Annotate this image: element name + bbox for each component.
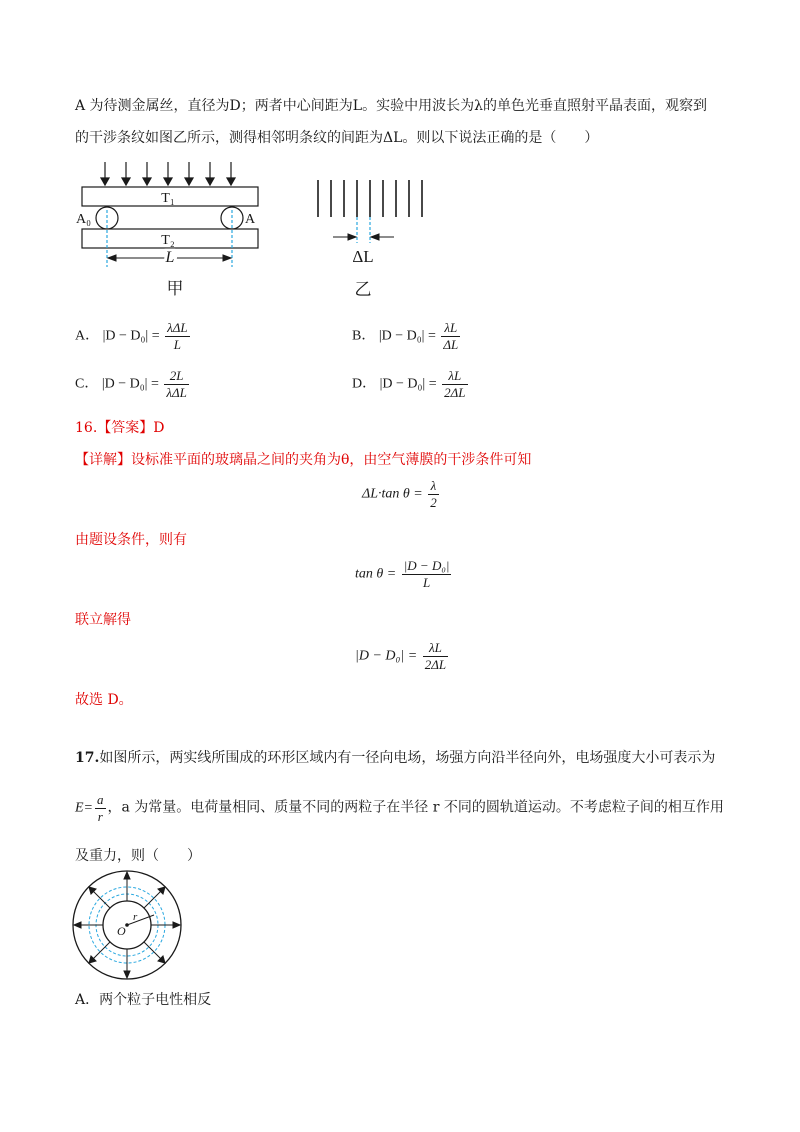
eq-lhs: tan θ = — [355, 566, 397, 582]
q17-number: 17. — [75, 750, 100, 766]
q16-solve: 联立解得 — [75, 612, 131, 628]
figure-q17 — [70, 868, 185, 983]
eq-den: 2ΔL — [424, 657, 447, 672]
option-label: A． — [75, 328, 100, 344]
label-a: A — [245, 212, 256, 227]
e-den: r — [97, 809, 103, 824]
figure-yi — [305, 175, 435, 300]
label-l: L — [165, 249, 175, 266]
label-a0: A₀ — [76, 212, 91, 227]
option-den: L — [173, 337, 181, 352]
figure-jia — [70, 160, 270, 300]
eq-num: λL — [423, 640, 448, 657]
label-t1: T₁ — [161, 191, 175, 206]
equation-1 — [362, 478, 441, 511]
eq-num: |D − D₀| — [403, 558, 450, 573]
equation-2 — [355, 558, 453, 591]
eq-num: λ — [428, 478, 439, 495]
option-a[interactable] — [75, 320, 192, 353]
option-lhs: |D − D₀| = — [101, 376, 159, 392]
eq-lhs: ΔL·tan θ = — [362, 486, 423, 502]
label-dl: ΔL — [352, 247, 374, 266]
option-num: 2L — [164, 368, 189, 385]
option-c[interactable] — [75, 368, 191, 401]
option-label: B． — [352, 328, 376, 344]
q17-line-2-text: ，a 为常量。电荷量相同、质量不同的两粒子在半径 r 不同的圆轨道运动。不考虑粒子间的相互作用 — [107, 799, 724, 816]
q17-line-1 — [75, 748, 715, 768]
option-den: 2ΔL — [444, 385, 466, 400]
caption-jia: 甲 — [166, 279, 184, 298]
option-label: C． — [75, 376, 99, 392]
eq-den: 2 — [430, 495, 437, 510]
option-den: ΔL — [443, 337, 459, 352]
q16-condition: 由题设条件，则有 — [75, 532, 187, 548]
fringe-lines — [318, 180, 422, 217]
q17-line-3: 及重力，则（ ） — [75, 848, 201, 864]
option-d[interactable] — [352, 368, 470, 401]
q17-line-2 — [75, 792, 724, 825]
q17-option-a[interactable]: A．两个粒子电性相反 — [75, 992, 212, 1008]
q16-choose: 故选 D。 — [75, 692, 133, 708]
option-num: λΔL — [167, 320, 188, 335]
option-num: λL — [442, 368, 467, 385]
label-r: r — [133, 911, 138, 923]
eq-den: L — [422, 575, 431, 590]
equation-3 — [355, 640, 450, 673]
label-t2: T₂ — [161, 233, 175, 248]
option-lhs: |D − D₀| = — [379, 376, 437, 392]
q16-detail: 【详解】设标准平面的玻璃晶之间的夹角为θ，由空气薄膜的干涉条件可知 — [75, 452, 532, 468]
option-den: λΔL — [166, 385, 187, 400]
incident-light-arrows — [101, 162, 235, 185]
option-lhs: |D − D₀| = — [102, 328, 160, 344]
dimension-dl — [333, 234, 394, 240]
label-o: O — [117, 924, 126, 938]
caption-yi: 乙 — [354, 280, 372, 299]
option-num: λL — [441, 320, 460, 337]
option-lhs: |D − D₀| = — [378, 328, 436, 344]
e-lhs: E= — [75, 800, 93, 816]
option-b[interactable] — [352, 320, 462, 353]
q16-intro-line-2: 的干涉条纹如图乙所示，测得相邻明条纹的间距为ΔL。则以下说法正确的是（ ） — [75, 130, 599, 146]
eq-lhs: |D − D₀| = — [355, 648, 418, 664]
q16-intro-line-1: A 为待测金属丝，直径为D；两者中心间距为L。实验中用波长为λ的单色光垂直照射平晶表面，观察到 — [75, 98, 707, 114]
e-num: a — [97, 792, 104, 807]
option-label: D． — [352, 376, 377, 392]
q16-answer: 16.【答案】D — [75, 420, 165, 436]
q17-stem: 如图所示，两实线所围成的环形区域内有一径向电场，场强方向沿半径向外，电场强度大小可表示为 — [99, 750, 716, 766]
